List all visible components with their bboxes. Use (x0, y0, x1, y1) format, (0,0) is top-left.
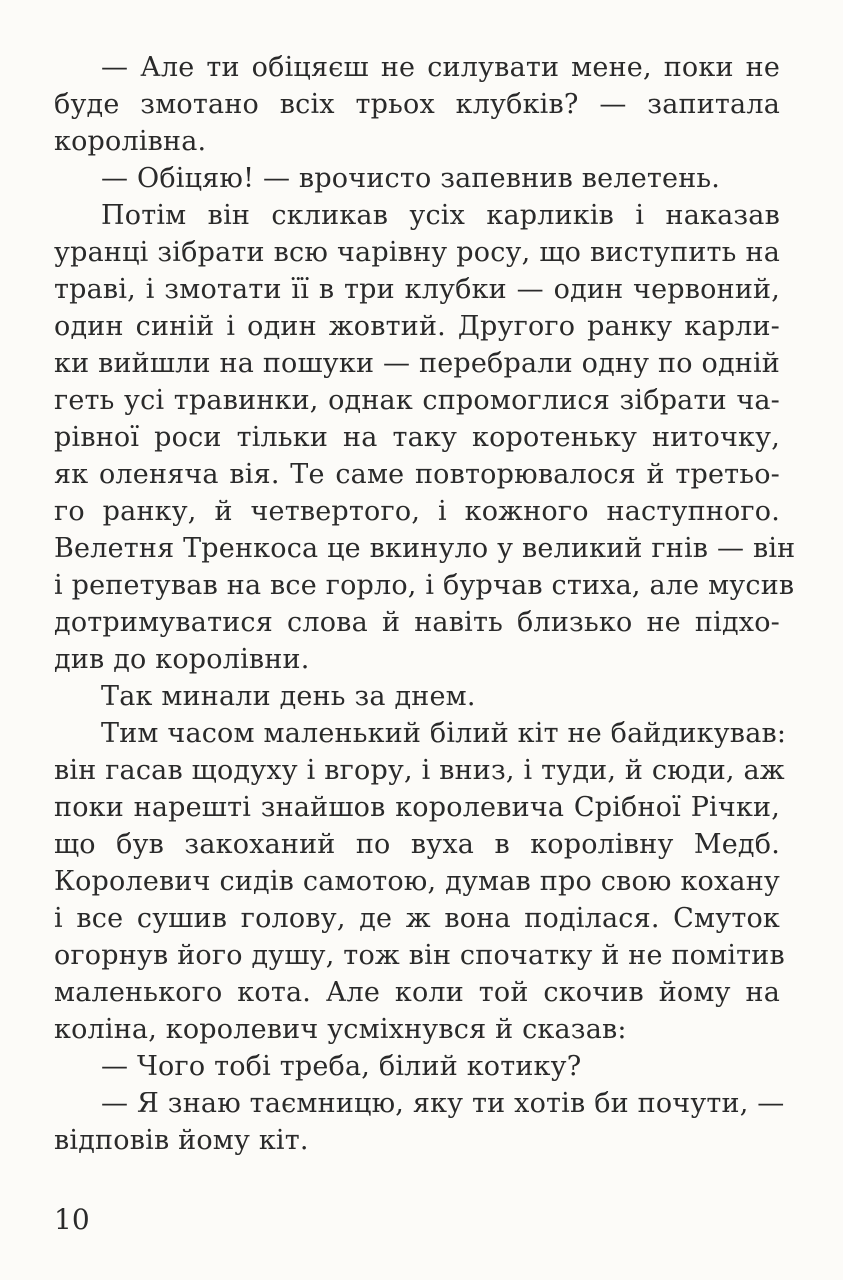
text-line-7: траві, і змотати її в три клубки — один червоний, (54, 274, 780, 305)
text-line-2: буде змотано всіх трьох клубків? — запитала (54, 89, 780, 120)
text-line-6: уранці зібрати всю чарівну росу, що виступить на (54, 237, 780, 268)
text-line-26: маленького кота. Але коли той скочив йому на (54, 977, 780, 1008)
text-line-3: королівна. (54, 126, 207, 157)
text-line-16: дотримуватися слова й навіть близько не підхо- (54, 607, 780, 638)
text-line-1: — Але ти обіцяєш не силувати мене, поки не (101, 52, 780, 83)
text-line-4: — Обіцяю! — врочисто запевнив велетень. (101, 163, 721, 194)
text-line-24: і все сушив голову, де ж вона поділася. Смуток (54, 903, 780, 934)
text-line-13: го ранку, й четвертого, і кожного наступного. (54, 496, 780, 527)
text-line-23: Королевич сидів самотою, думав про свою кохану (54, 866, 780, 897)
page-number: 10 (54, 1203, 90, 1236)
text-line-9: ки вийшли на пошуки — перебрали одну по одній (54, 348, 780, 379)
text-line-28: — Чого тобі треба, білий котику? (101, 1051, 582, 1082)
text-line-21: поки нарешті знайшов королевича Срібної Річки, (54, 792, 780, 823)
text-line-25: огорнув його душу, тож він спочатку й не помітив (54, 940, 785, 971)
text-line-8: один синій і один жовтий. Другого ранку карли- (54, 311, 780, 342)
text-line-17: див до королівни. (54, 644, 310, 675)
text-line-15: і репетував на все горло, і бурчав стиха, але мусив (54, 570, 795, 601)
text-line-20: він гасав щодуху і вгору, і вниз, і туди, й сюди, аж (54, 755, 785, 786)
text-line-29: — Я знаю таємницю, яку ти хотів би почути, — (101, 1088, 785, 1119)
text-line-27: коліна, королевич усміхнувся й сказав: (54, 1014, 627, 1045)
text-line-18: Так минали день за днем. (101, 681, 476, 712)
text-line-30: відповів йому кіт. (54, 1125, 309, 1156)
text-line-11: рівної роси тільки на таку коротеньку ниточку, (54, 422, 780, 453)
text-line-10: геть усі травинки, однак спромоглися зібрати ча- (54, 385, 780, 416)
text-line-12: як оленяча вія. Те саме повторювалося й третьо- (54, 459, 780, 490)
text-line-19: Тим часом маленький білий кіт не байдикував: (101, 718, 787, 749)
text-line-14: Велетня Тренкоса це вкинуло у великий гнів — він (54, 533, 796, 564)
text-line-5: Потім він скликав усіх карликів і наказав (101, 200, 780, 231)
text-line-22: що був закоханий по вуха в королівну Медб. (54, 829, 780, 860)
